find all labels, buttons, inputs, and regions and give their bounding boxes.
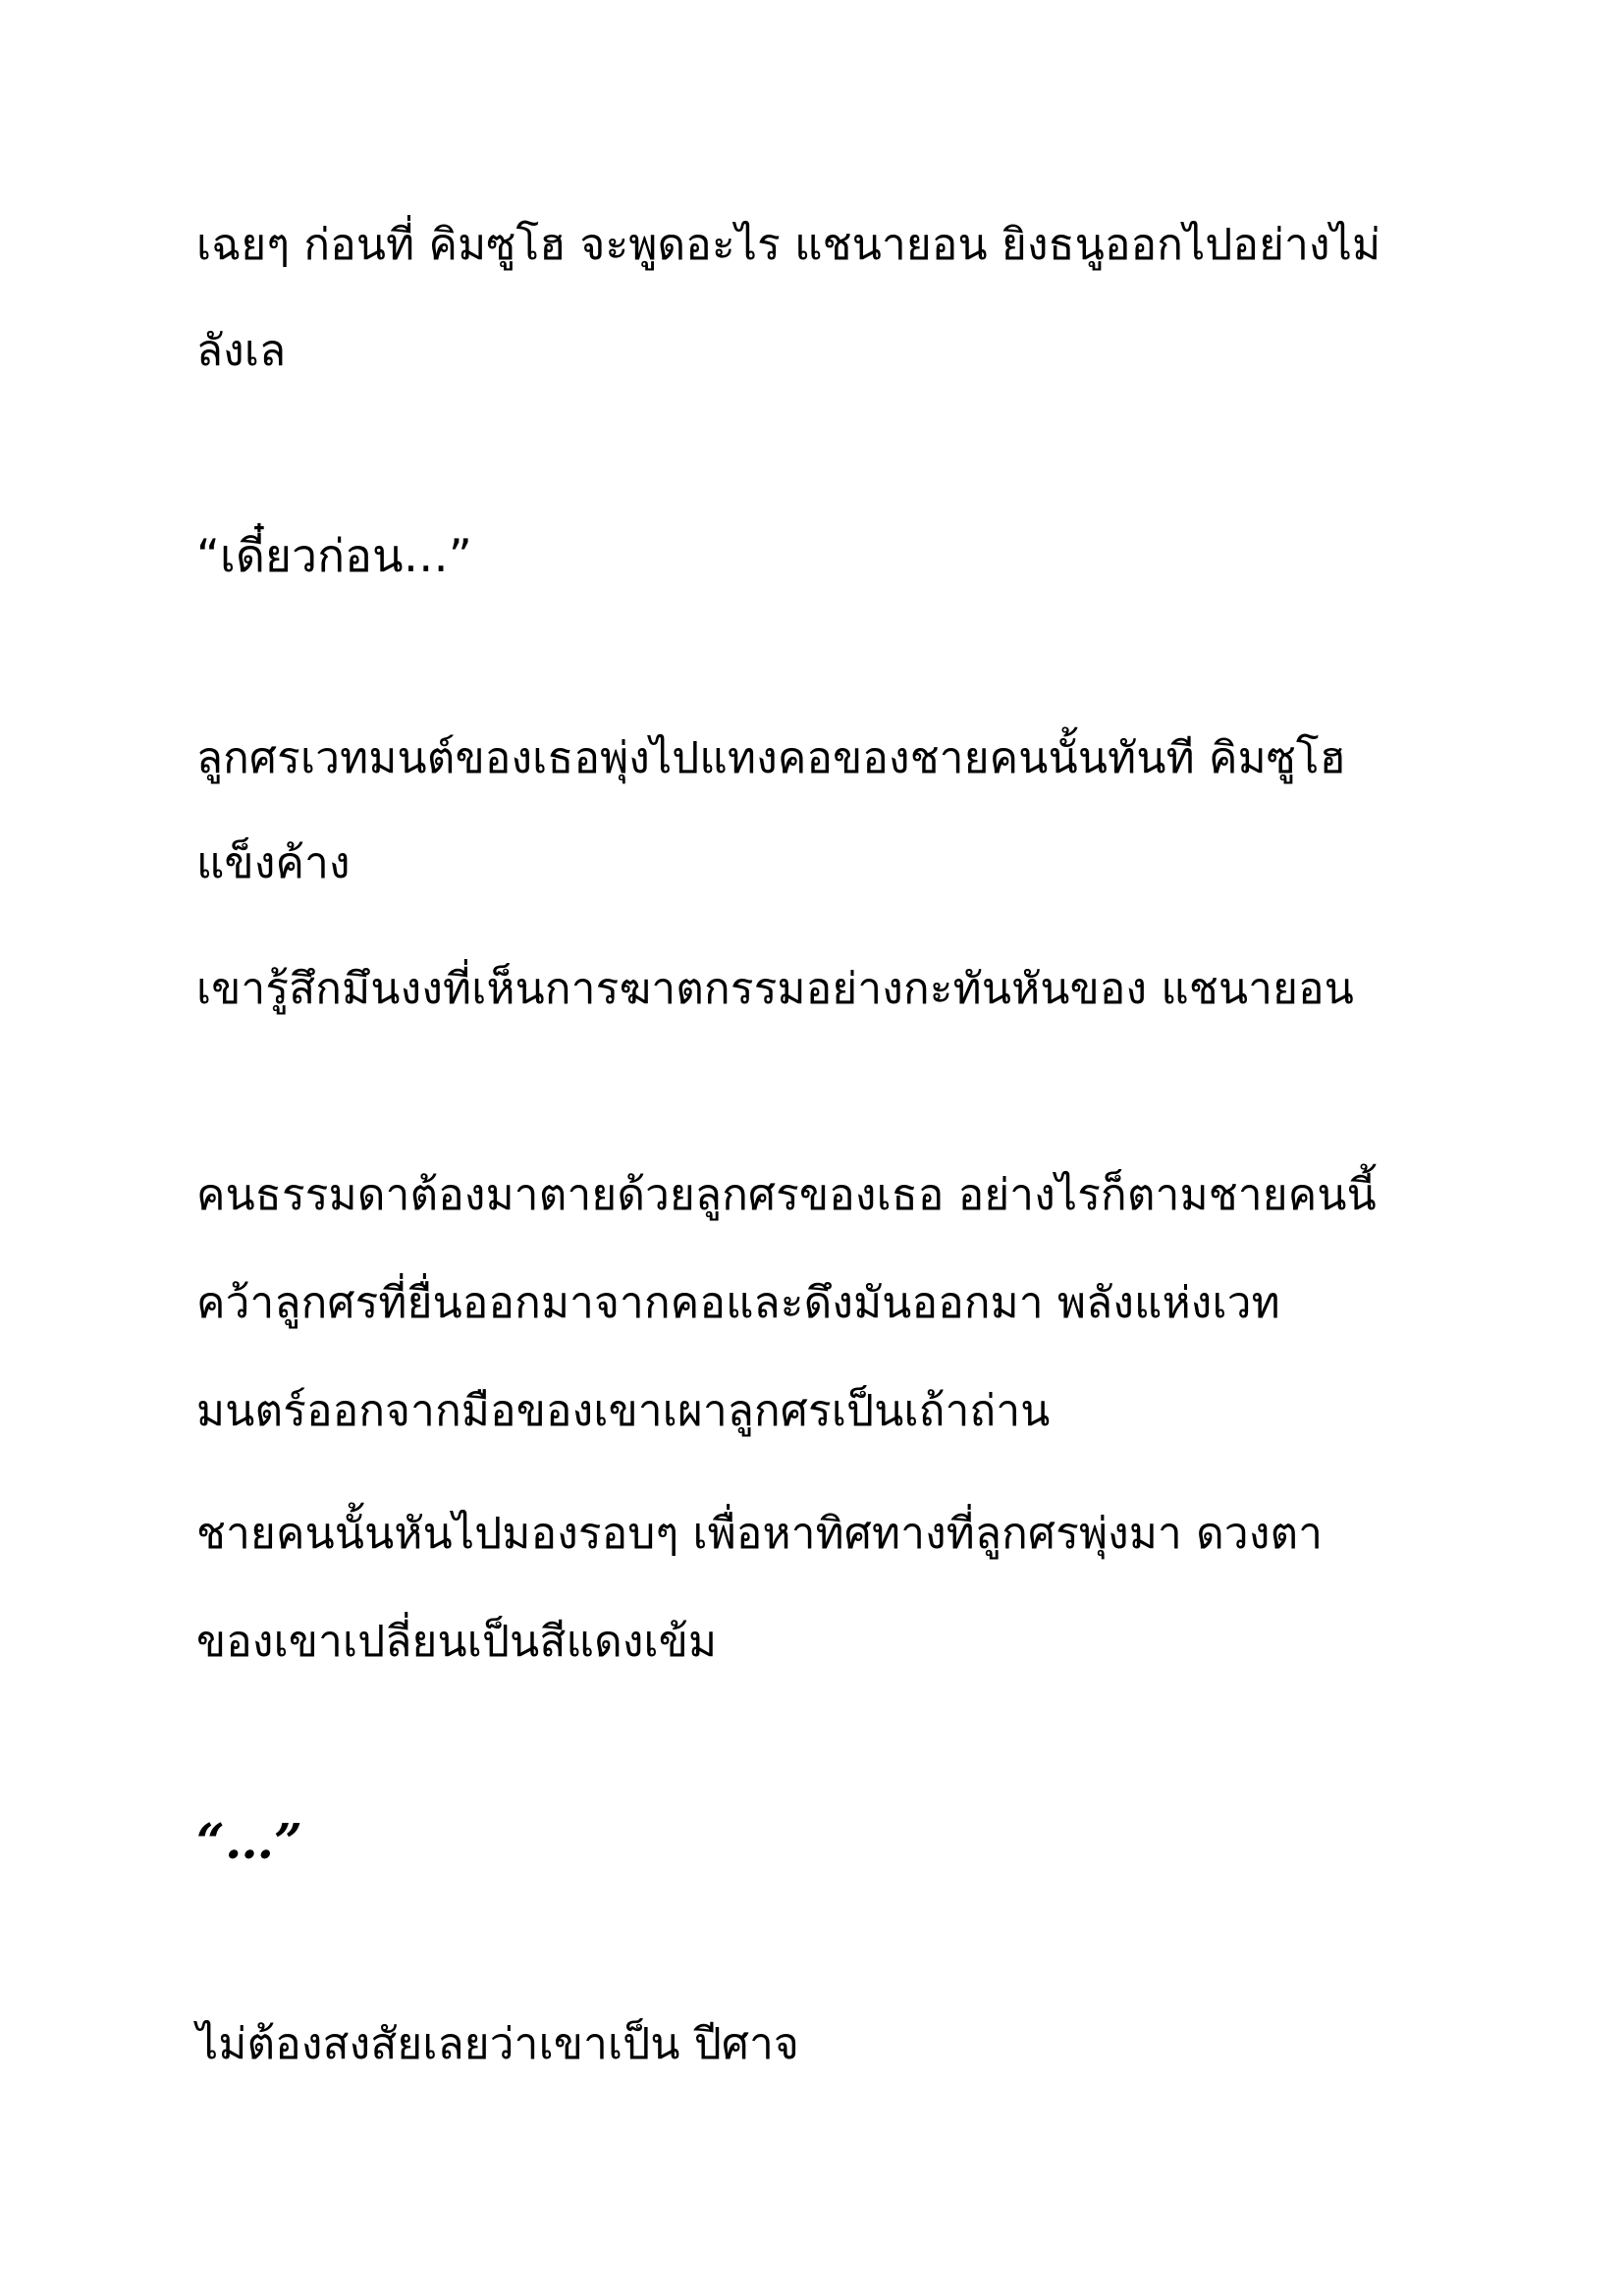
dialogue-wait: “เดี๋ยวก่อน…” [196,529,472,582]
paragraph-2-line-1: ลูกศรเวทมนต์ของเธอพุ่งไปแทงคอของชายคนนั้นทันที คิมซูโฮ [196,733,1346,783]
paragraph-5-line-1: ชายคนนั้นหันไปมองรอบๆ เพื่อหาทิศทางที่ลูกศรพุ่งมา ดวงตา [196,1509,1324,1559]
paragraph-1-line-2: ลังเล [196,326,287,376]
paragraph-2-line-2: แข็งค้าง [196,838,351,888]
paragraph-5-line-2: ของเขาเปลี่ยนเป็นสีแดงเข้ม [196,1617,718,1667]
paragraph-1-line-1: เฉยๆ ก่อนที่ คิมซูโฮ จะพูดอะไร แชนายอน ยิงธนูออกไปอย่างไม่ [196,220,1381,270]
paragraph-4-line-3: มนตร์ออกจากมือของเขาเผาลูกศรเป็นเถ้าถ่าน [196,1386,1051,1436]
paragraph-4-line-1: คนธรรมดาต้องมาตายด้วยลูกศรของเธอ อย่างไรก็ตามชายคนนี้ [196,1170,1377,1220]
paragraph-4-line-2: คว้าลูกศรที่ยื่นออกมาจากคอและดึงมันออกมา พลังแห่งเวท [196,1278,1280,1328]
dialogue-ellipsis: “…” [196,1812,303,1870]
paragraph-6-line-1: ไม่ต้องสงสัยเลยว่าเขาเป็น ปีศาจ [196,2019,799,2069]
paragraph-3-line-1: เขารู้สึกมึนงงที่เห็นการฆาตกรรมอย่างกะทันหันของ แชนายอน [196,964,1355,1014]
